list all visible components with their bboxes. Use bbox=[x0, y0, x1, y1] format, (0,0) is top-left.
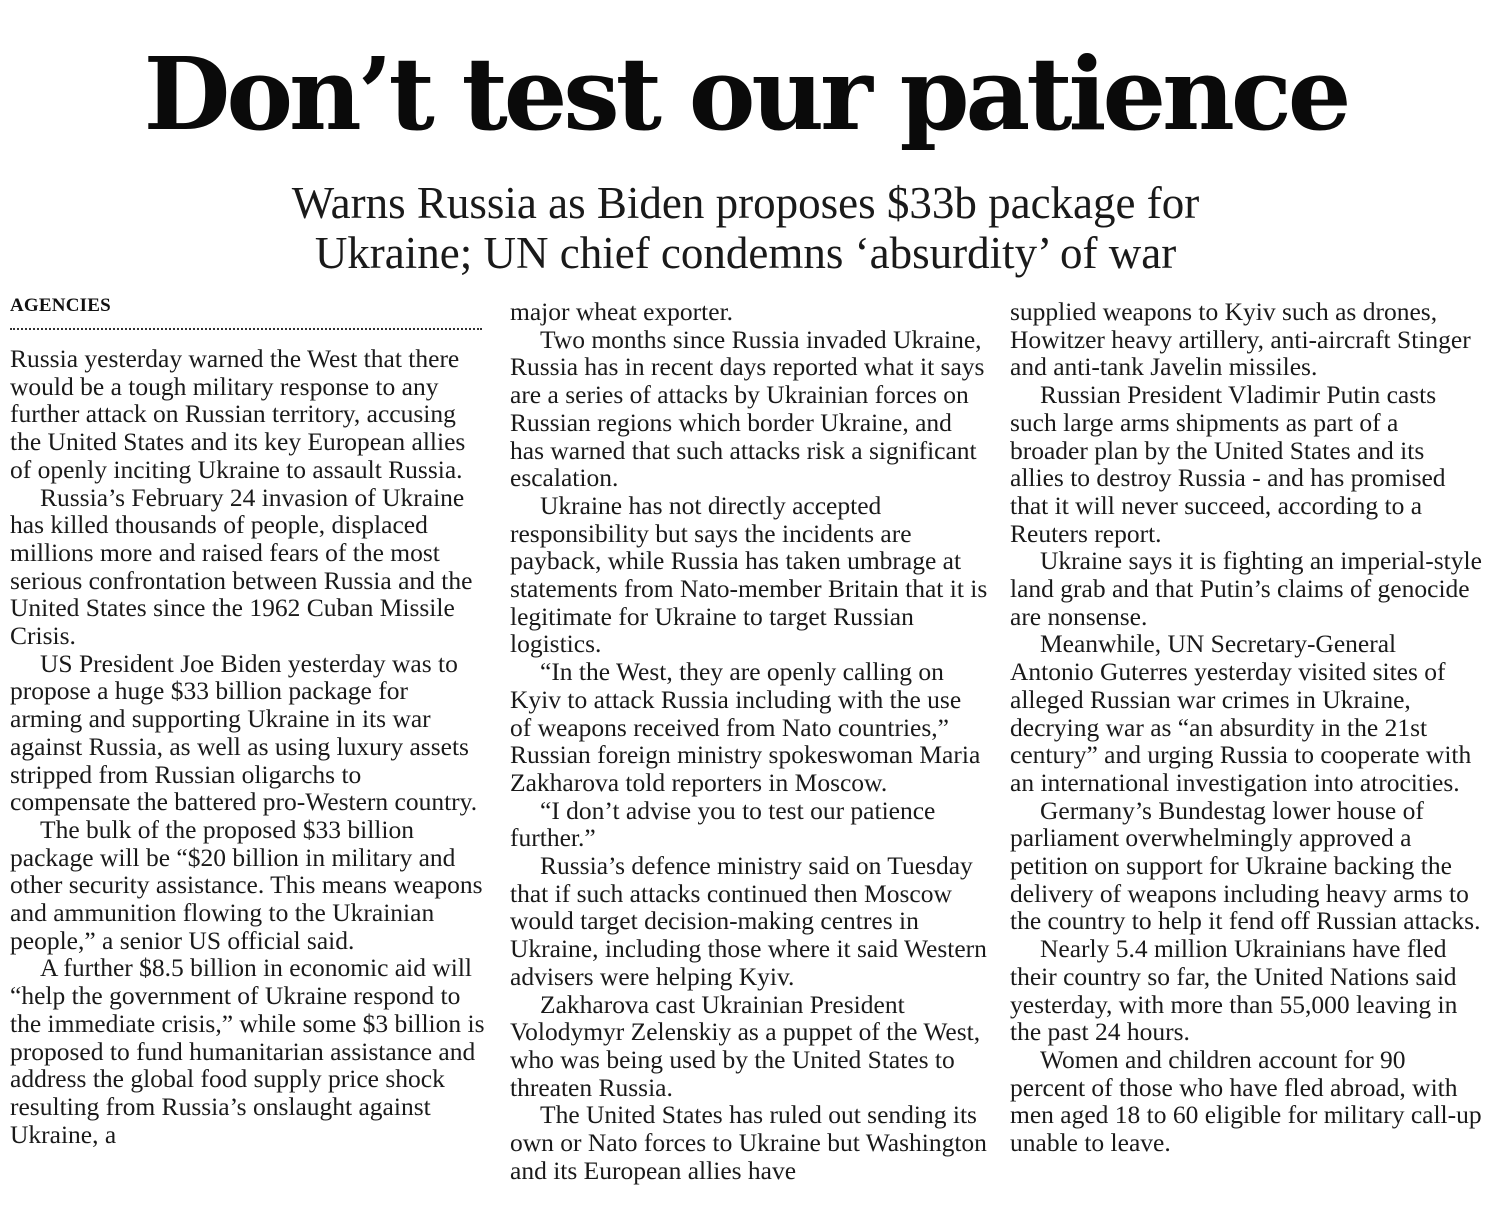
paragraph: US President Joe Biden yesterday was to propose a huge $33 billion package for arming and supporting Ukraine in its war against Russia, as well as using luxury assets stripped from Russian oligarchs to compensate the battered pro-Western country. bbox=[10, 648, 478, 817]
paragraph: major wheat exporter. bbox=[510, 297, 734, 326]
byline-divider bbox=[10, 328, 482, 330]
article-column-2 bbox=[510, 298, 988, 1185]
paragraph: Russia’s February 24 invasion of Ukraine has killed thousands of people, displaced millions more and raised fears of the most serious confrontation between Russia and the United States since the 1962 Cuban Missile Crisis. bbox=[10, 482, 473, 651]
paragraph: The United States has ruled out sending its own or Nato forces to Ukraine but Washington and its European allies have bbox=[510, 1100, 987, 1185]
paragraph: Russia’s defence ministry said on Tuesday that if such attacks continued then Moscow would target decision-making centres in Ukraine, including those where it said Western advisers were helping Kyiv. bbox=[510, 851, 987, 991]
byline: AGENCIES bbox=[10, 295, 111, 316]
paragraph: Russia yesterday warned the West that there would be a tough military response to any further attack on Russian territory, accusing the United States and its key European allies of openly inciting Ukraine to assault Russia. bbox=[10, 344, 466, 484]
paragraph: “In the West, they are openly calling on Kyiv to attack Russia including with the use of weapons received from Nato countries,” Russian foreign ministry spokeswoman Maria Zakharova told reporters in Moscow. bbox=[510, 657, 981, 797]
paragraph: Zakharova cast Ukrainian President Volodymyr Zelenskiy as a puppet of the West, who was being used by the United States to threaten Russia. bbox=[510, 989, 981, 1102]
headline: Don’t test our patience bbox=[143, 35, 1348, 153]
paragraph: Meanwhile, UN Secretary-General Antonio Guterres yesterday visited sites of alleged Russian war crimes in Ukraine, decrying war as “an absurdity in the 21st century” and urging Russia to cooperate with an international investigation into atrocities. bbox=[1010, 629, 1472, 797]
article-column-1 bbox=[10, 345, 486, 1148]
paragraph: Women and children account for 90 percent of those who have fled abroad, with men aged 18 to 60 eligible for military call-up unable to leave. bbox=[1010, 1044, 1482, 1158]
deck bbox=[0, 178, 1491, 278]
paragraph: Nearly 5.4 million Ukrainians have fled their country so far, the United Nations said yesterday, with more than 55,000 leaving in the past 24 hours. bbox=[1010, 934, 1458, 1047]
paragraph: The bulk of the proposed $33 billion package will be “$20 billion in military and other security assistance. This means weapons and ammunition flowing to the Ukrainian people,” a senior US official said. bbox=[10, 814, 483, 955]
paragraph: “I don’t advise you to test our patience further.” bbox=[510, 795, 936, 853]
paragraph: Ukraine has not directly accepted responsibility but says the incidents are payback, while Russia has taken umbrage at statements from Nato-member Britain that it is legitimate for Ukraine to target Russian logistics. bbox=[510, 490, 988, 659]
paragraph: Russian President Vladimir Putin casts such large arms shipments as part of a broader plan by the United States and its allies to destroy Russia - and has promised that it will never succeed, according to a Reuters report. bbox=[1010, 380, 1446, 548]
paragraph: Two months since Russia invaded Ukraine, Russia has in recent days reported what it says are a series of attacks by Ukrainian forces on Russian regions which border Ukraine, and has warned that such attacks risk a significant escalation. bbox=[510, 324, 985, 493]
paragraph: Ukraine says it is fighting an imperial-style land grab and that Putin’s claims of genocide are nonsense. bbox=[1010, 546, 1482, 631]
paragraph: supplied weapons to Kyiv such as drones, Howitzer heavy artillery, anti-aircraft Stinger and anti-tank Javelin missiles. bbox=[1010, 297, 1471, 382]
article-column-3 bbox=[1010, 298, 1482, 1157]
deck-line: Ukraine; UN chief condemns ‘absurdity’ of war bbox=[314, 228, 1177, 278]
deck-line: Warns Russia as Biden proposes $33b package for bbox=[291, 178, 1200, 228]
paragraph: A further $8.5 billion in economic aid will “help the government of Ukraine respond to the immediate crisis,” while some $3 billion is proposed to fund humanitarian assistance and address the global food supply price shock resulting from Russia’s onslaught against Ukraine, a bbox=[10, 953, 485, 1149]
paragraph: Germany’s Bundestag lower house of parliament overwhelmingly approved a petition on support for Ukraine backing the delivery of weapons including heavy arms to the country to help it fend off Russian attacks. bbox=[1010, 795, 1481, 936]
